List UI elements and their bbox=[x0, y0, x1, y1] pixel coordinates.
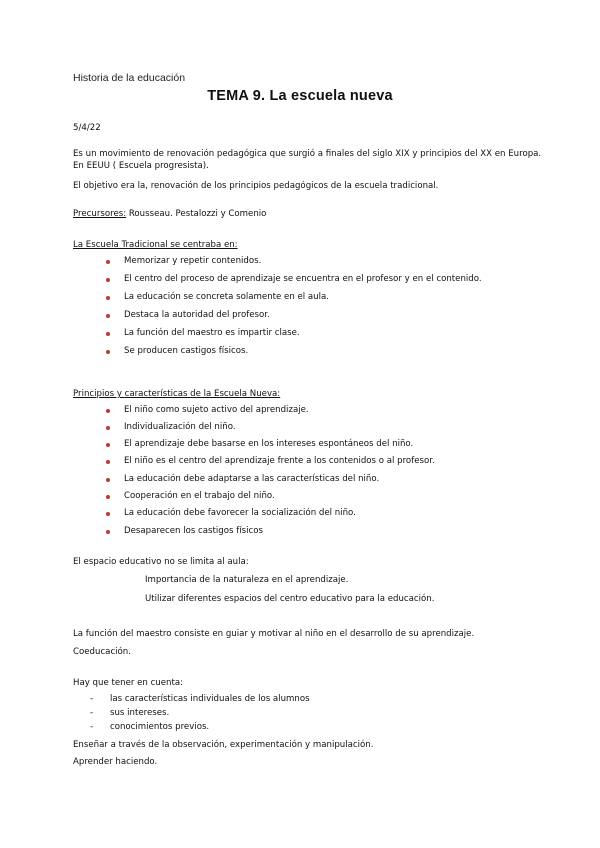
bullet-icon bbox=[106, 409, 110, 413]
bullet-icon bbox=[106, 278, 110, 282]
bullet-icon bbox=[106, 296, 110, 300]
learn-by-doing: Aprender haciendo. bbox=[73, 757, 158, 767]
precursors-label: Precursores: bbox=[73, 209, 127, 219]
bullet-icon bbox=[106, 426, 110, 430]
document-header: Historia de la educación bbox=[73, 72, 186, 84]
coeducation: Coeducación. bbox=[73, 647, 131, 657]
list-item: sus intereses. bbox=[110, 708, 170, 718]
dash-marker: - bbox=[90, 708, 94, 718]
document-page: Historia de la educación TEMA 9. La escuela nueva 5/4/22 Es un movimiento de renovación pedagógica que surgió a finales del siglo XIX y principios del XX en Europa. En EEUU ( Escuela progresista). El objetivo era la, renovación de los principios pedagógicos de la escuela tradicional. Precursores: Rousseau. Pestalozzi y Comenio La Escuela Tradicional se centraba en: Memorizar y repetir contenidos. El centro del proceso de aprendizaje se encuentra en el profesor y en el contenido. La educación se concreta solamente en el aula. Destaca la autoridad del profesor. La función del maestro es impartir clase. Se producen castigos físicos. Principios y características de la Escuela Nueva: El niño como sujeto activo del aprendizaje. Individualización del niño. El aprendizaje debe basarse en los intereses espontáneos del niño. El niño es el centro del aprendizaje frente a los contenidos o al profesor. La educación debe adaptarse a las características del niño. Cooperación en el trabajo del niño. La educación debe favorecer la socialización del niño. Desaparecen los castigos físicos El espacio educativo no se limita al aula: Importancia de la naturaleza en el aprendizaje. Utilizar diferentes espacios del centro educativo para la educación. La función del maestro consiste en guiar y motivar al niño en el desarrollo de su aprendizaje. Coeducación. Hay que tener en cuenta: - las características individuales de los alumnos - sus intereses. - conocimientos previos. Enseñar a través de la observación, experimentación y manipulación. Aprender haciendo. bbox=[0, 0, 600, 848]
space-line: Utilizar diferentes espacios del centro educativo para la educación. bbox=[145, 594, 435, 604]
precursors-text: Rousseau. Pestalozzi y Comenio bbox=[126, 209, 267, 219]
dash-marker: - bbox=[90, 694, 94, 704]
date: 5/4/22 bbox=[73, 123, 101, 133]
dash-marker: - bbox=[90, 722, 94, 732]
consider-intro: Hay que tener en cuenta: bbox=[73, 678, 184, 688]
teach-through: Enseñar a través de la observación, experimentación y manipulación. bbox=[73, 740, 374, 750]
bullet-icon bbox=[106, 260, 110, 264]
list-item: conocimientos previos. bbox=[110, 722, 210, 732]
space-intro: El espacio educativo no se limita al aula: bbox=[73, 557, 249, 567]
bullet-icon bbox=[106, 460, 110, 464]
bullet-icon bbox=[106, 530, 110, 534]
traditional-heading: La Escuela Tradicional se centraba en: bbox=[73, 240, 238, 250]
teacher-role: La función del maestro consiste en guiar y motivar al niño en el desarrollo de su aprendizaje. bbox=[73, 629, 475, 639]
bullet-icon bbox=[106, 350, 110, 354]
bullet-icon bbox=[106, 512, 110, 516]
intro-paragraph: Es un movimiento de renovación pedagógica que surgió a finales del siglo XIX y principios del XX en Europa. En EEUU ( Escuela progresista). bbox=[73, 149, 542, 171]
objective-paragraph: El objetivo era la, renovación de los principios pedagógicos de la escuela tradicional. bbox=[73, 181, 439, 191]
bullet-icon bbox=[106, 314, 110, 318]
precursors-line bbox=[73, 208, 266, 220]
bullet-icon bbox=[106, 443, 110, 447]
new-school-heading: Principios y características de la Escuela Nueva: bbox=[73, 389, 281, 399]
bullet-icon bbox=[106, 495, 110, 499]
space-line: Importancia de la naturaleza en el aprendizaje. bbox=[145, 575, 349, 585]
bullet-icon bbox=[106, 332, 110, 336]
page-title: TEMA 9. La escuela nueva bbox=[207, 88, 393, 104]
list-item: las características individuales de los alumnos bbox=[110, 694, 310, 704]
bullet-icon bbox=[106, 478, 110, 482]
